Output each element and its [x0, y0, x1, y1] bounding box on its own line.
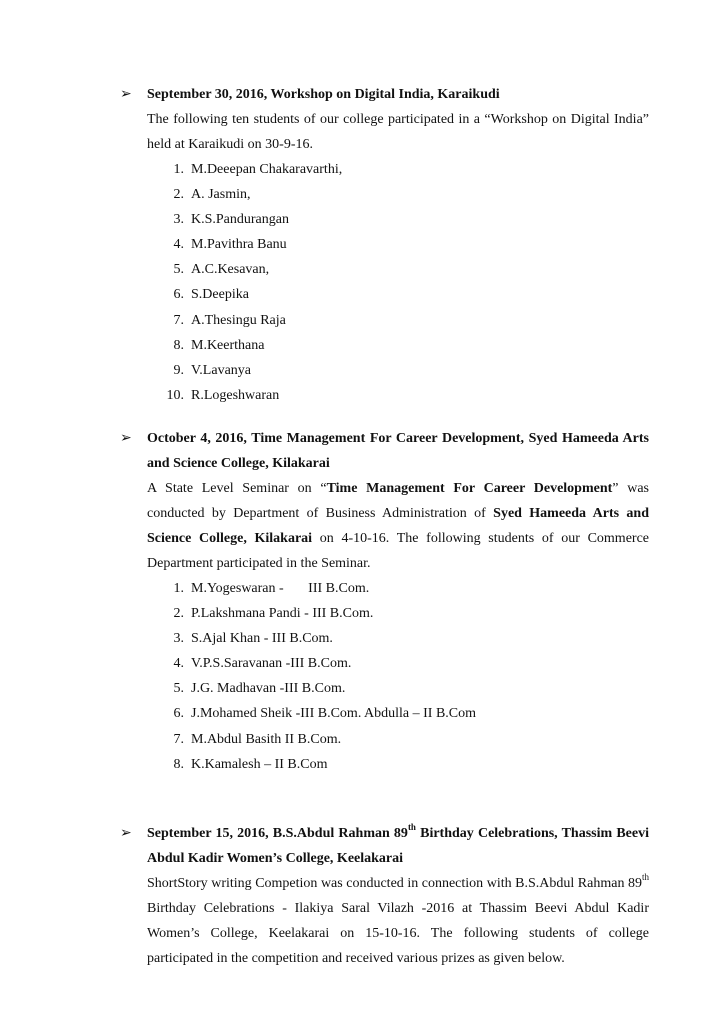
list-item: 7. A.Thesingu Raja: [173, 312, 286, 328]
list-item: 1. M.Deeepan Chakaravarthi,: [173, 162, 343, 177]
event-section-3: [120, 821, 650, 971]
event-heading: September 15, 2016, B.S.Abdul Rahman 89th Birthday Celebrations, Thassim Beevi Abdul Kadir Women’s College, Keelakarai: [147, 822, 649, 866]
arrow-bullet-icon: ➢: [120, 826, 132, 841]
list-item: 9. V.Lavanya: [173, 362, 251, 378]
list-item: 5. A.C.Kesavan,: [173, 262, 270, 278]
participant-list: [147, 157, 649, 408]
list-item: 8. M.Keerthana: [173, 337, 265, 353]
list-item: 4. M.Pavithra Banu: [173, 237, 287, 253]
list-item: 10. R.Logeshwaran: [166, 387, 280, 403]
list-item: 2. P.Lakshmana Pandi - III B.Com.: [173, 606, 374, 622]
participant-list: [147, 576, 649, 777]
list-item: 8. K.Kamalesh – II B.Com: [173, 756, 328, 772]
event-description: A State Level Seminar on “Time Management For Career Development” was conducted by Department of Business Administration of Syed Hameeda Arts and Science College, Kilakarai on 4-10-16. The following students of our Commerce Department participated in the Seminar.: [147, 481, 649, 571]
event-heading: September 30, 2016, Workshop on Digital India, Karaikudi: [147, 87, 500, 102]
arrow-bullet-icon: ➢: [120, 431, 132, 446]
event-description: The following ten students of our college participated in a “Workshop on Digital India” held at Karaikudi on 30-9-16.: [147, 112, 649, 152]
list-item: 7. M.Abdul Basith II B.Com.: [173, 731, 342, 747]
list-item: 6. S.Deepika: [173, 287, 249, 303]
event-section-1: [120, 82, 650, 408]
list-item: 3. K.S.Pandurangan: [173, 212, 289, 228]
list-item: 5. J.G. Madhavan -III B.Com.: [173, 681, 346, 697]
arrow-bullet-icon: ➢: [120, 87, 132, 102]
list-item: 6. J.Mohamed Sheik -III B.Com. Abdulla – II B.Com: [173, 706, 477, 722]
event-heading: October 4, 2016, Time Management For Career Development, Syed Hameeda Arts and Science College, Kilakarai: [147, 431, 649, 471]
list-item: 3. S.Ajal Khan - III B.Com.: [173, 631, 333, 647]
list-item: 1. M.Yogeswaran - III B.Com.: [173, 581, 370, 596]
event-section-2: [120, 426, 650, 777]
list-item: 4. V.P.S.Saravanan -III B.Com.: [173, 656, 352, 672]
event-description: ShortStory writing Competion was conducted in connection with B.S.Abdul Rahman 89th Birthday Celebrations - Ilakiya Saral Vilazh -2016 at Thassim Beevi Abdul Kadir Women’s College, Keelakarai on 15-10-16. The following students of college participated in the competition and received various prizes as given below.: [147, 872, 649, 966]
list-item: 2. A. Jasmin,: [173, 187, 251, 203]
